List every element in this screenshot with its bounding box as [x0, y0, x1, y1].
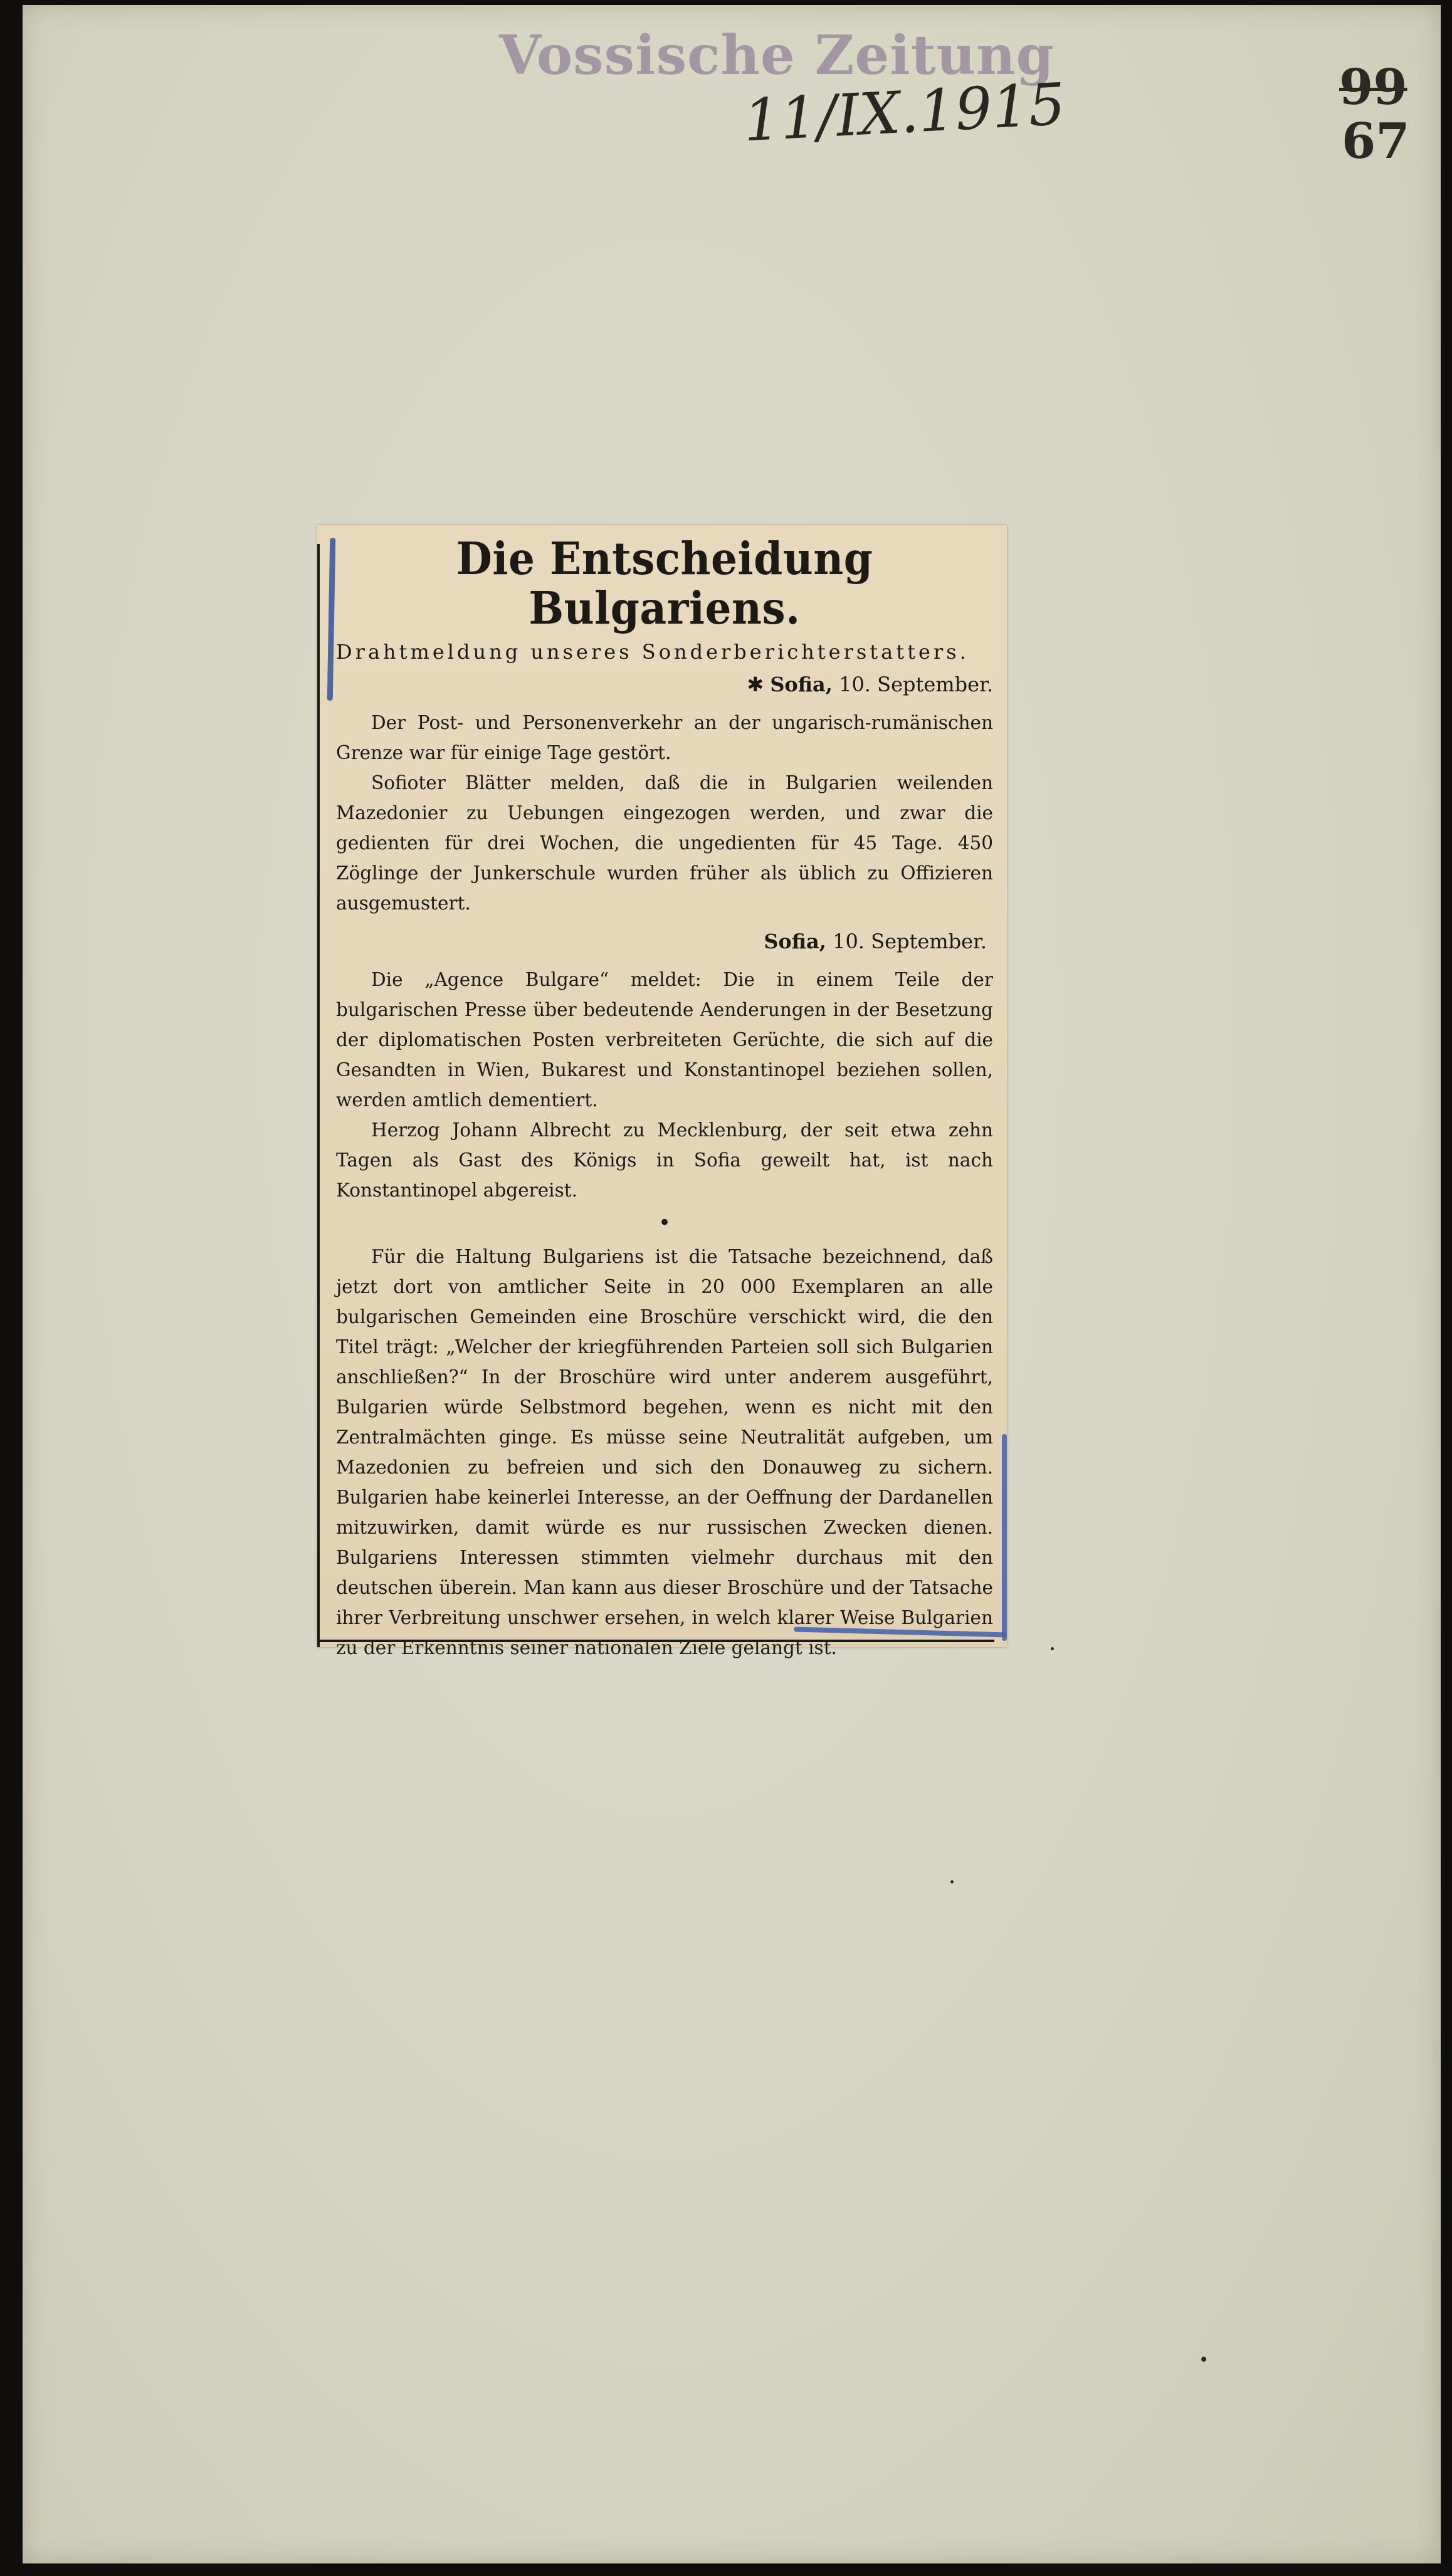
article-headline: Die Entscheidung Bulgariens. — [456, 531, 873, 634]
dateline-2-date: 10. September. — [833, 929, 987, 954]
dateline-1 — [336, 673, 993, 696]
paragraph: Sofioter Blätter melden, daß die in Bulgarien weilenden Mazedonier zu Uebungen eingezogen werden, und zwar die gedienten für drei Wochen, die ungedienten für 45 Tage. 450 Zöglinge der Junkerschule wurden früher als üblich zu Offizieren ausgemustert. — [336, 772, 993, 914]
paper-speck — [950, 1880, 954, 1883]
folio-number: 67 — [1342, 113, 1410, 170]
newspaper-clipping — [317, 525, 1007, 1659]
handwritten-date: 11/IX.1915 — [742, 70, 1067, 155]
dateline-1-place: Sofia, — [770, 673, 833, 697]
paragraph: Der Post- und Personenverkehr an der ungarisch-rumänischen Grenze war für einige Tage gestört. — [336, 712, 993, 764]
dateline-2-place: Sofia, — [764, 929, 826, 954]
blue-pencil-mark-right — [1002, 1434, 1007, 1641]
archive-sheet — [23, 5, 1441, 2563]
newspaper-stamp: Vossische Zeitung — [499, 24, 1055, 87]
folio-number-struck: 99 — [1339, 59, 1407, 116]
paragraph: Die „Agence Bulgare“ meldet: Die in einem Teile der bulgarischen Presse über bedeutende Aenderungen in der Besetzung der diplomatischen Posten verbreiteten Gerüchte, die sich auf die Gesandten in Wien, Bukarest und Konstantinopel beziehen sollen, werden amtlich dementiert. — [336, 969, 993, 1111]
section-separator: • — [658, 1210, 671, 1236]
dateline-2 — [336, 929, 987, 953]
paragraph: Herzog Johann Albrecht zu Mecklenburg, der seit etwa zehn Tagen als Gast des Königs in Sofia geweilt hat, ist nach Konstantinopel abgereist. — [336, 1119, 993, 1202]
paper-speck — [1201, 2357, 1206, 2362]
asterisk-icon: ✱ — [747, 673, 764, 697]
article-body — [336, 531, 993, 1663]
blue-pencil-mark-left — [327, 538, 336, 701]
article-byline: Drahtmeldung unseres Sonderberichterstatters. — [336, 640, 969, 664]
paper-speck — [1051, 1647, 1054, 1650]
column-rule-left — [317, 544, 320, 1647]
paragraph: Für die Haltung Bulgariens ist die Tatsache bezeichnend, daß jetzt dort von amtlicher Seite in 20 000 Exemplaren an alle bulgarischen Gemeinden eine Broschüre verschickt wird, die den Titel trägt: „Welcher der kriegführenden Parteien soll sich Bulgarien anschließen?“ In der Broschüre wird unter anderem ausgeführt, Bulgarien würde Selbstmord begehen, wenn es nicht mit den Zentralmächten ginge. Es müsse seine Neutralität aufgeben, um Mazedonien zu befreien und sich den Donauweg zu sichern. Bulgarien habe keinerlei Interesse, an der Oeffnung der Dardanellen mitzuwirken, damit würde es nur russischen Zwecken dienen. Bulgariens Interessen stimmten vielmehr durchaus mit den deutschen überein. Man kann aus dieser Broschüre und der Tatsache ihrer Verbreitung unschwer ersehen, in welch klarer Weise Bulgarien zu der Erkenntnis seiner nationalen Ziele gelangt ist. — [336, 1246, 993, 1659]
dateline-1-date: 10. September. — [839, 673, 993, 697]
